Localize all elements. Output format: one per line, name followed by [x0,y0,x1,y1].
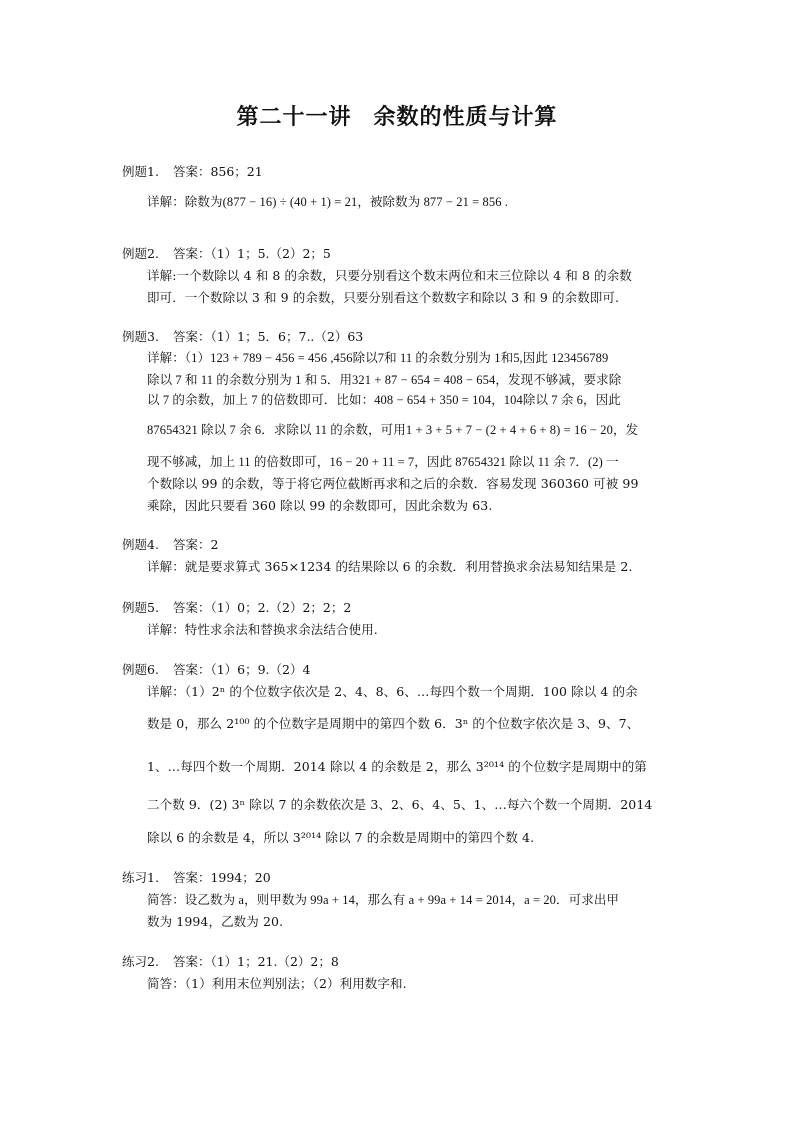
page-title: 第二十一讲 余数的性质与计算 [236,105,558,130]
problem-6-header [122,660,310,678]
problem-label: 例题3. [122,329,159,344]
explanation-line: 数是 0，那么 2¹⁰⁰ 的个位数字是周期中的第四个数 6．3ⁿ 的个位数字依次是 3、9、7、 [147,716,640,731]
answer-text: 答案：（1）0；2.（2）2；2；2 [172,600,352,615]
explanation-line: 二个数 9．(2) 3ⁿ 除以 7 的余数依次是 3、2、6、4、5、1、…每六个数一个周期．2014 [147,797,653,812]
problem-5-header [122,598,351,616]
explanation-line: 详解：除数为(877 − 16) ÷ (40 + 1) = 21，被除数为 877 − 21 = 856 . [147,195,509,209]
exercise-1-header [122,868,271,886]
explanation-line: 详解:一个数除以 4 和 8 的余数，只要分别看这个数末两位和末三位除以 4 和 8 的余数 [147,268,632,283]
problem-3-header [122,327,363,345]
exercise-label: 练习1. [122,870,159,885]
explanation-line: 简答：设乙数为 a，则甲数为 99a + 14，那么有 a + 99a + 14 = 2014，a = 20．可求出甲 [147,893,620,907]
explanation-line: 详解：（1）2ⁿ 的个位数字依次是 2、4、8、6、…每四个数一个周期．100 除以 4 的余 [147,684,638,699]
explanation-line: 以 7 的余数，加上 7 的倍数即可．比如：408 − 654 + 350 = 104，104除以 7 余 6，因此 [147,393,621,407]
problem-label: 例题4. [122,537,159,552]
explanation-line: 现不够减，加上 11 的倍数即可，16 − 20 + 11 = 7，因此 87654321 除以 11 余 7．(2) 一 [147,455,619,469]
problem-4-header [122,535,218,553]
explanation-line: 简答：（1）利用末位判别法；（2）利用数字和. [147,976,407,991]
answer-text: 答案：（1）6；9.（2）4 [172,662,311,677]
explanation-line: 除以 7 和 11 的余数分别为 1 和 5．用321 + 87 − 654 = 408 − 654，发现不够减，要求除 [147,373,622,387]
explanation-line: 详解：（1）123 + 789 − 456 = 456 ,456除以7和 11 的余数分别为 1和5,因此 123456789 [147,351,609,365]
problem-1-header [122,162,263,180]
problem-label: 例题5. [122,600,159,615]
exercise-2-header [122,952,339,970]
answer-text: 答案：1994；20 [172,870,271,885]
problem-label: 例题2. [122,246,159,261]
explanation-line: 数为 1994，乙数为 20. [147,914,284,929]
problem-label: 例题6. [122,662,159,677]
exercise-label: 练习2. [122,954,159,969]
answer-text: 答案：（1）1；21.（2）2；8 [172,954,339,969]
problem-2-header [122,244,331,262]
explanation-line: 除以 6 的余数是 4，所以 3²⁰¹⁴ 除以 7 的余数是周期中的第四个数 4. [147,830,535,845]
answer-text: 答案：（1）1；5．6；7..（2）63 [172,329,364,344]
explanation-line: 即可．一个数除以 3 和 9 的余数，只要分别看这个数数字和除以 3 和 9 的余数即可. [147,290,620,305]
explanation-line: 详解：特性求余法和替换求余法结合使用. [147,622,378,637]
explanation-line: 乘除，因此只要看 360 除以 99 的余数即可，因此余数为 63. [147,498,493,513]
answer-text: 答案：2 [172,537,219,552]
explanation-line: 个数除以 99 的余数，等于将它两位截断再求和之后的余数．容易发现 360360 可被 99 [147,476,639,491]
explanation-line: 1、…每四个数一个周期．2014 除以 4 的余数是 2，那么 3²⁰¹⁴ 的个位数字是周期中的第 [147,759,647,774]
answer-text: 答案：856；21 [172,164,263,179]
explanation-line: 87654321 除以 7 余 6．求除以 11 的余数，可用1 + 3 + 5 + 7 − (2 + 4 + 6 + 8) = 16 − 20，发 [147,423,639,437]
answer-text: 答案：（1）1；5.（2）2；5 [172,246,331,261]
explanation-line: 详解：就是要求算式 365×1234 的结果除以 6 的余数．利用替换求余法易知结果是 2. [147,559,633,574]
problem-label: 例题1. [122,164,159,179]
